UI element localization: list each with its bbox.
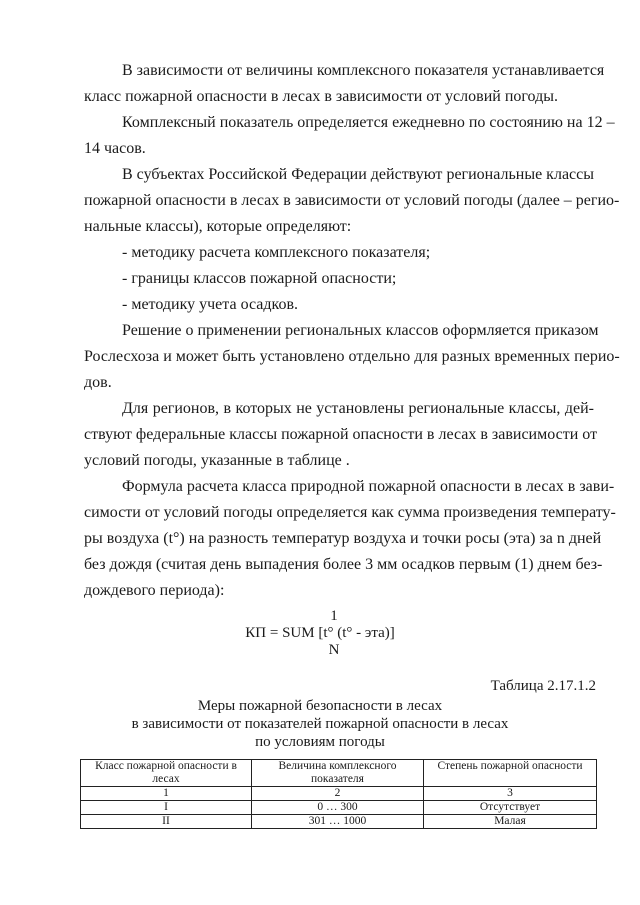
table-cell: 3 [424,787,597,801]
table-row [81,815,597,829]
table-header-cell: Величина комплексного показателя [252,760,424,787]
formula-main: КП = SUM [t° (t° - эта)] [245,625,395,641]
table-cell: Малая [424,815,597,829]
table-cell: 0 … 300 [252,801,424,815]
paragraph-5-line-1: Для регионов, в которых не установлены региональные классы, дей- [122,400,594,417]
formula-denominator: N [328,642,340,658]
table-header-cell: Степень пожарной опасности [424,760,597,787]
table-title-line-2: в зависимости от показателей пожарной опасности в лесах [131,716,509,732]
table-header-cell: Класс пожарной опасности в лесах [81,760,252,787]
table-cell: 1 [81,787,252,801]
paragraph-6-line-5: дождевого периода): [84,582,225,599]
table-cell: Отсутствует [424,801,597,815]
formula-numerator: 1 [330,608,338,624]
list-item-1: - методику расчета комплексного показателя; [122,244,431,261]
paragraph-6-line-4: без дождя (считая день выпадения более 3 мм осадков первым (1) днем без- [84,556,603,573]
list-item-3: - методику учета осадков. [122,296,299,313]
paragraph-5-line-3: условий погоды, указанные в таблице . [84,452,350,469]
paragraph-6-line-1: Формула расчета класса природной пожарной опасности в лесах в зави- [122,478,615,495]
table-title-line-3: по условиям погоды [255,734,385,750]
table-cell: 2 [252,787,424,801]
paragraph-3-line-3: нальные классы), которые определяют: [84,218,352,235]
paragraph-6-line-3: ры воздуха (t°) на разность температур воздуха и точки росы (эта) за n дней [84,530,602,547]
paragraph-4-line-1: Решение о применении региональных классов оформляется приказом [122,322,599,339]
table-header-row [81,760,597,787]
table-cell: I [81,801,252,815]
table-number: Таблица 2.17.1.2 [490,678,596,694]
paragraph-3-line-1: В субъектах Российской Федерации действуют региональные классы [122,166,594,183]
paragraph-6-line-2: симости от условий погоды определяется как сумма произведения температу- [84,504,616,521]
paragraph-2-line-2: 14 часов. [84,140,146,157]
paragraph-4-line-3: дов. [84,374,112,391]
table-row [81,787,597,801]
table-title-line-1: Меры пожарной безопасности в лесах [197,698,443,714]
paragraph-1-line-1: В зависимости от величины комплексного показателя устанавливается [122,62,605,79]
paragraph-3-line-2: пожарной опасности в лесах в зависимости от условий погоды (далее – регио- [84,192,620,209]
table-cell: II [81,815,252,829]
table-row [81,801,597,815]
paragraph-4-line-2: Рослесхоза и может быть установлено отдельно для разных временных перио- [84,348,620,365]
paragraph-5-line-2: ствуют федеральные классы пожарной опасности в лесах в зависимости от [84,426,598,443]
fire-danger-table [80,759,597,829]
paragraph-2-line-1: Комплексный показатель определяется ежедневно по состоянию на 12 – [122,114,615,131]
paragraph-1-line-2: класс пожарной опасности в лесах в зависимости от условий погоды. [84,88,558,105]
list-item-2: - границы классов пожарной опасности; [122,270,397,287]
table-cell: 301 … 1000 [252,815,424,829]
